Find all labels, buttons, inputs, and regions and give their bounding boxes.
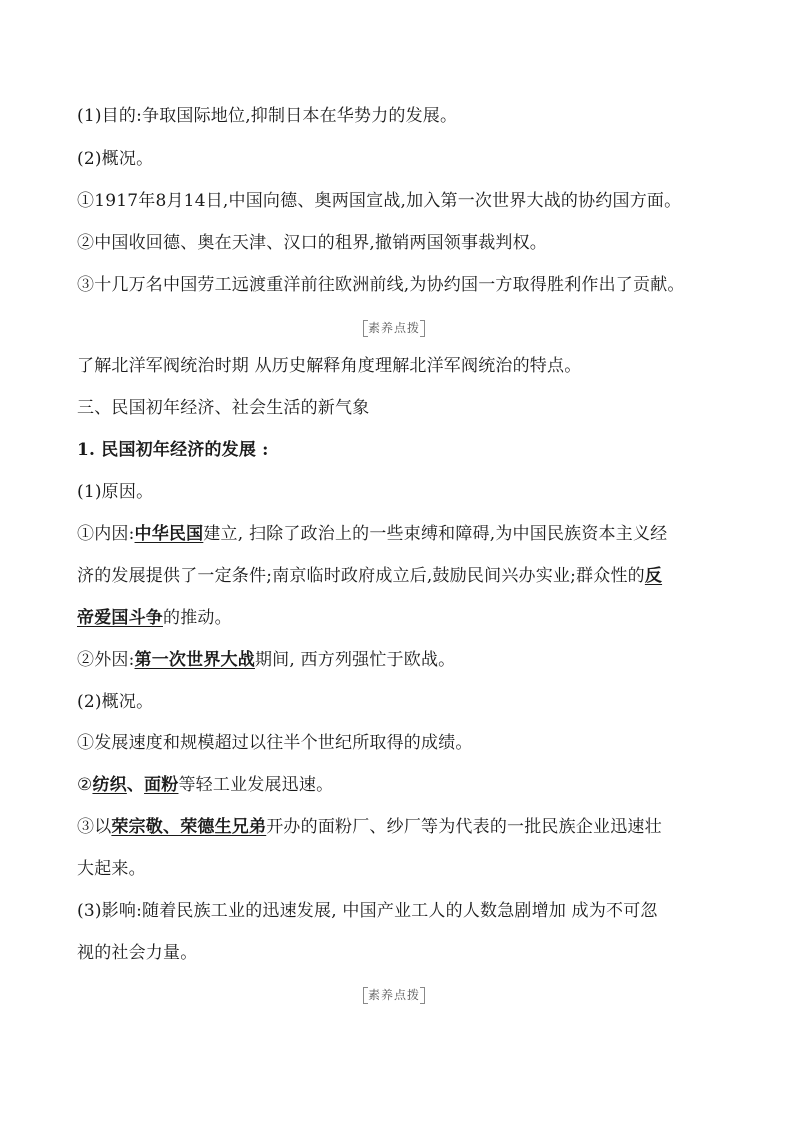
- text-span: 开办的面粉厂、纱厂等为代表的一批民族企业迅速壮: [266, 817, 662, 837]
- keyword-anti-imperialist-cont: 帝爱国斗争: [77, 608, 163, 628]
- text-span: 建立, 扫除了政治上的一些束缚和障碍,为中国民族资本主义经: [203, 524, 668, 544]
- text-line-external-cause: [77, 648, 455, 672]
- text-span: 、: [126, 775, 145, 795]
- text-line-rong-brothers: [77, 815, 662, 839]
- keyword-textile: 纺织: [92, 775, 127, 795]
- text-line-laborers: ③十几万名中国劳工远渡重洋前往欧洲前线,为协约国一方取得胜利作出了贡献。: [77, 275, 685, 295]
- text-line-impact-cont: 视的社会力量。: [77, 943, 198, 963]
- literacy-tip-badge: 素养点拨: [363, 319, 425, 337]
- subsection-heading: 1. 民国初年经济的发展 :: [77, 440, 269, 460]
- text-span: 济的发展提供了一定条件;南京临时政府成立后,鼓励民间兴办实业;群众性的: [77, 566, 645, 586]
- keyword-ww1: 第一次世界大战: [134, 650, 255, 670]
- text-span: 的推动。: [163, 608, 232, 628]
- text-span: ②外因:: [77, 650, 135, 670]
- text-line-internal-cause-cont: [77, 564, 662, 588]
- literacy-tip-badge: 素养点拨: [363, 986, 425, 1004]
- text-span: 期间, 西方列强忙于欧战。: [254, 650, 456, 670]
- text-line-rong-brothers-cont: 大起来。: [77, 859, 146, 879]
- text-span: ③以: [77, 817, 112, 837]
- keyword-flour: 面粉: [144, 775, 179, 795]
- text-line-overview2-heading: (2)概况。: [77, 692, 154, 712]
- text-line-internal-cause: [77, 522, 667, 546]
- text-span: ②: [77, 775, 93, 795]
- text-span: 等轻工业发展迅速。: [178, 775, 334, 795]
- text-line-tip-content: 了解北洋军阀统治时期 从历史解释角度理解北洋军阀统治的特点。: [77, 356, 582, 376]
- text-line-impact: (3)影响:随着民族工业的迅速发展, 中国产业工人的人数急剧增加 成为不可忽: [77, 901, 658, 921]
- text-line-war-declaration: ①1917年8月14日,中国向德、奥两国宣战,加入第一次世界大战的协约国方面。: [77, 191, 682, 211]
- text-line-overview-heading: (2)概况。: [77, 149, 154, 169]
- text-line-internal-cause-end: [77, 606, 232, 630]
- keyword-rong-brothers: 荣宗敬、荣德生兄弟: [111, 817, 267, 837]
- section-heading: 三、民国初年经济、社会生活的新气象: [77, 398, 370, 418]
- text-line-concessions: ②中国收回德、奥在天津、汉口的租界,撤销两国领事裁判权。: [77, 233, 548, 253]
- text-line-purpose: (1)目的:争取国际地位,抑制日本在华势力的发展。: [77, 106, 458, 126]
- keyword-anti-imperialist: 反: [644, 566, 663, 586]
- text-line-causes-heading: (1)原因。: [77, 482, 154, 502]
- text-line-growth-speed: ①发展速度和规模超过以往半个世纪所取得的成绩。: [77, 733, 473, 753]
- text-span: ①内因:: [77, 524, 135, 544]
- keyword-republic: 中华民国: [134, 524, 204, 544]
- text-line-light-industry: [77, 773, 333, 797]
